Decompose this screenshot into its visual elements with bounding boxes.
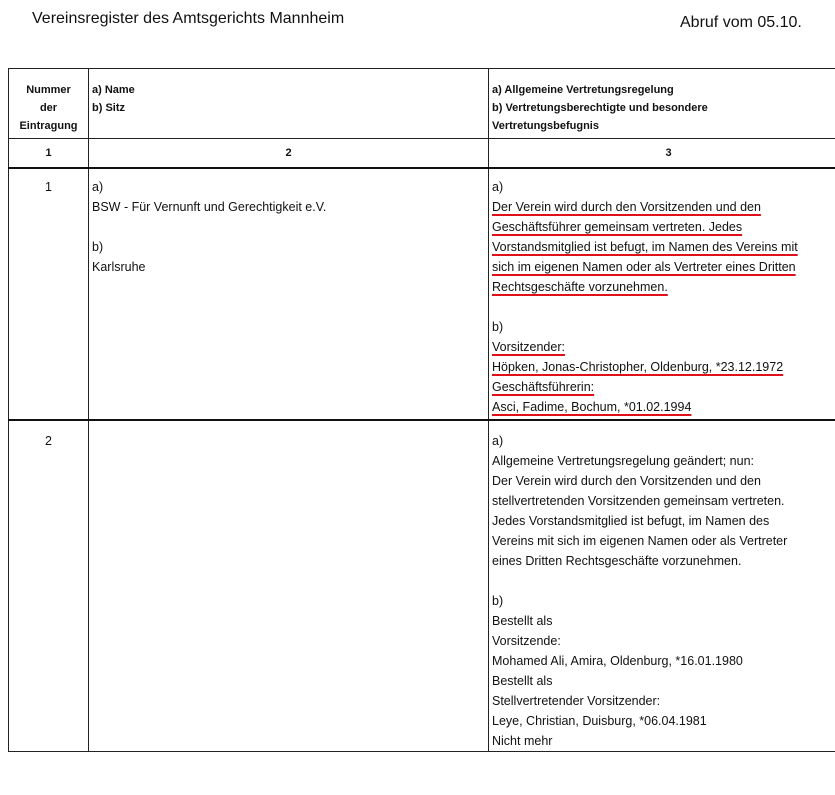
rule-line: Geschäftsführer gemeinsam vertreten. Jedes bbox=[492, 220, 743, 234]
entry-representation: a) Allgemeine Vertretungsregelung geändert; nun: Der Verein wird durch den Vorsitzenden und den stellvertretenden Vorsitzenden gemeinsam vertreten. Jedes Vorstandsmitglied ist befugt, im Namen des Vereins mit sich im eigenen Namen oder als Vertreter eines Dritten Rechtsgeschäfte vorzunehmen. b) Bestellt als Vorsitzende: Mohamed Ali, Amira, Oldenburg, *16.01.1980 Bestellt als Stellvertretender Vorsitzender: Leye, Christian, Duisburg, *06.04.1981 Nicht mehr bbox=[489, 420, 835, 752]
entry-number: 2 bbox=[9, 420, 89, 752]
rule-line: Vorstandsmitglied ist befugt, im Namen des Vereins mit bbox=[492, 240, 798, 254]
table-header-row bbox=[9, 69, 835, 139]
header-col1: Nummer der Eintragung bbox=[9, 69, 89, 139]
header-col3: a) Allgemeine Vertretungsregelung b) Vertretungsberechtigte und besondere Vertretungsbefugnis bbox=[489, 69, 835, 139]
entry-name-seat bbox=[89, 420, 489, 752]
entry-representation: a) Der Verein wird durch den Vorsitzenden und den Geschäftsführer gemeinsam vertreten. Jedes Vorstandsmitglied ist befugt, im Namen des Vereins mit sich im eigenen Namen oder als Vertreter eines Dritten Rechtsgeschäfte vorzunehmen. b) Vorsitzender: Höpken, Jonas-Christopher, Oldenburg, *23.12.1972 Geschäftsführerin: Asci, Fadime, Bochum, *01.02.1994 bbox=[489, 168, 835, 420]
association-name: BSW - Für Vernunft und Gerechtigkeit e.V. bbox=[92, 200, 327, 214]
table-row bbox=[9, 420, 835, 752]
association-seat: Karlsruhe bbox=[92, 260, 146, 274]
rule-line: sich im eigenen Namen oder als Vertreter eines Dritten bbox=[492, 260, 796, 274]
table-row bbox=[9, 168, 835, 420]
register-title: Vereinsregister des Amtsgerichts Mannheim bbox=[32, 10, 345, 27]
representative-line: Asci, Fadime, Bochum, *01.02.1994 bbox=[492, 400, 692, 414]
entry-number: 1 bbox=[9, 168, 89, 420]
rule-line: Der Verein wird durch den Vorsitzenden und den bbox=[492, 200, 761, 214]
representative-line: Vorsitzender: bbox=[492, 340, 565, 354]
column-number: 1 bbox=[9, 139, 89, 169]
retrieval-date: Abruf vom 05.10. bbox=[680, 14, 802, 31]
representative-line: Geschäftsführerin: bbox=[492, 380, 595, 394]
column-number: 3 bbox=[489, 139, 835, 169]
column-number: 2 bbox=[89, 139, 489, 169]
header-col2: a) Name b) Sitz bbox=[89, 69, 489, 139]
register-table bbox=[8, 68, 835, 752]
column-number-row bbox=[9, 139, 835, 169]
rule-line: Rechtsgeschäfte vorzunehmen. bbox=[492, 280, 668, 294]
representative-line: Höpken, Jonas-Christopher, Oldenburg, *23.12.1972 bbox=[492, 360, 784, 374]
entry-name-seat: a) BSW - Für Vernunft und Gerechtigkeit e.V. b) Karlsruhe bbox=[89, 168, 489, 420]
